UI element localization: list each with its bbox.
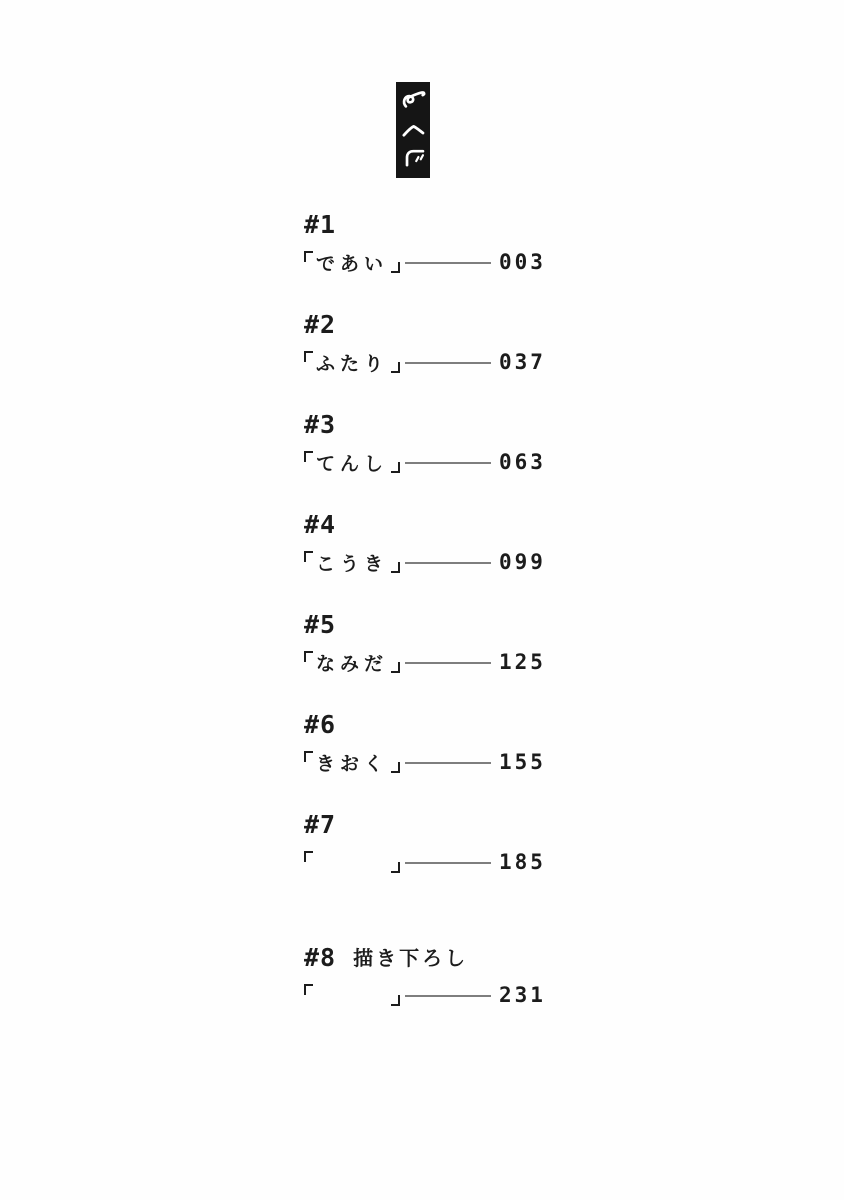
entry-title: こうき (315, 552, 388, 575)
entry-chapter-label: #4 (304, 510, 337, 539)
entry-note: 描き下ろし (353, 946, 469, 970)
bracket-close-icon (391, 262, 400, 273)
entry-title: きおく (315, 752, 388, 775)
toc-entry (304, 411, 564, 475)
bracket-close-icon (391, 562, 400, 573)
entry-page-number: 155 (499, 750, 546, 774)
entry-title-row (304, 749, 564, 775)
leader-line (405, 995, 491, 997)
bracket-open-icon (304, 251, 313, 262)
toc-entry (304, 211, 564, 275)
leader-line (405, 262, 491, 264)
toc-entry (304, 311, 564, 375)
entry-title: なみだ (315, 652, 388, 675)
entry-title-row (304, 649, 564, 675)
toc-entry (304, 511, 564, 575)
entry-chapter-label: #6 (304, 710, 337, 739)
entry-title-row (304, 849, 564, 875)
banner-char-ji-icon (400, 144, 427, 171)
entry-page-number: 063 (499, 450, 546, 474)
entry-page-number: 037 (499, 350, 546, 374)
bracket-close-icon (391, 362, 400, 373)
leader-line (405, 662, 491, 664)
leader-line (405, 762, 491, 764)
bracket-open-icon (304, 984, 313, 995)
entry-title-box (304, 249, 400, 275)
entry-title-box (304, 849, 400, 875)
leader-line (405, 562, 491, 564)
entry-title: てんし (315, 452, 388, 475)
entry-chapter-label: #5 (304, 610, 337, 639)
entry-title-row (304, 249, 564, 275)
entry-title-row (304, 549, 564, 575)
bracket-close-icon (391, 995, 400, 1006)
bracket-open-icon (304, 651, 313, 662)
leader-line (405, 462, 491, 464)
toc-banner (396, 82, 430, 178)
entry-title-box (304, 449, 400, 475)
entry-page-number: 185 (499, 850, 546, 874)
entry-page-number: 003 (499, 250, 546, 274)
bracket-close-icon (391, 662, 400, 673)
entry-title-row (304, 349, 564, 375)
entry-page-number: 099 (499, 550, 546, 574)
entry-heading (304, 944, 564, 971)
entry-title-row (304, 449, 564, 475)
toc-entry (304, 711, 564, 775)
bracket-open-icon (304, 451, 313, 462)
entry-page-number: 231 (499, 983, 546, 1007)
entry-chapter-label: #8 (304, 943, 337, 972)
bracket-open-icon (304, 551, 313, 562)
bracket-close-icon (391, 762, 400, 773)
leader-line (405, 362, 491, 364)
entry-chapter-label: #3 (304, 410, 337, 439)
bracket-close-icon (391, 862, 400, 873)
entry-chapter-label: #2 (304, 310, 337, 339)
entry-title-box (304, 749, 400, 775)
banner-char-mo-icon (400, 87, 427, 114)
entry-chapter-label: #7 (304, 810, 337, 839)
entry-page-number: 125 (499, 650, 546, 674)
entry-title-box (304, 349, 400, 375)
entry-title-row (304, 982, 564, 1008)
entry-title: ふたり (315, 352, 388, 375)
bracket-open-icon (304, 351, 313, 362)
entry-title: であい (315, 252, 388, 275)
toc-entry (304, 611, 564, 675)
entry-title-box (304, 649, 400, 675)
bracket-open-icon (304, 851, 313, 862)
entry-title-box (304, 982, 400, 1008)
bracket-open-icon (304, 751, 313, 762)
toc-entry (304, 811, 564, 875)
entry-chapter-label: #1 (304, 210, 337, 239)
bracket-close-icon (391, 462, 400, 473)
toc-entry (304, 944, 564, 1008)
leader-line (405, 862, 491, 864)
entry-title-box (304, 549, 400, 575)
banner-char-ku-icon (400, 119, 427, 140)
